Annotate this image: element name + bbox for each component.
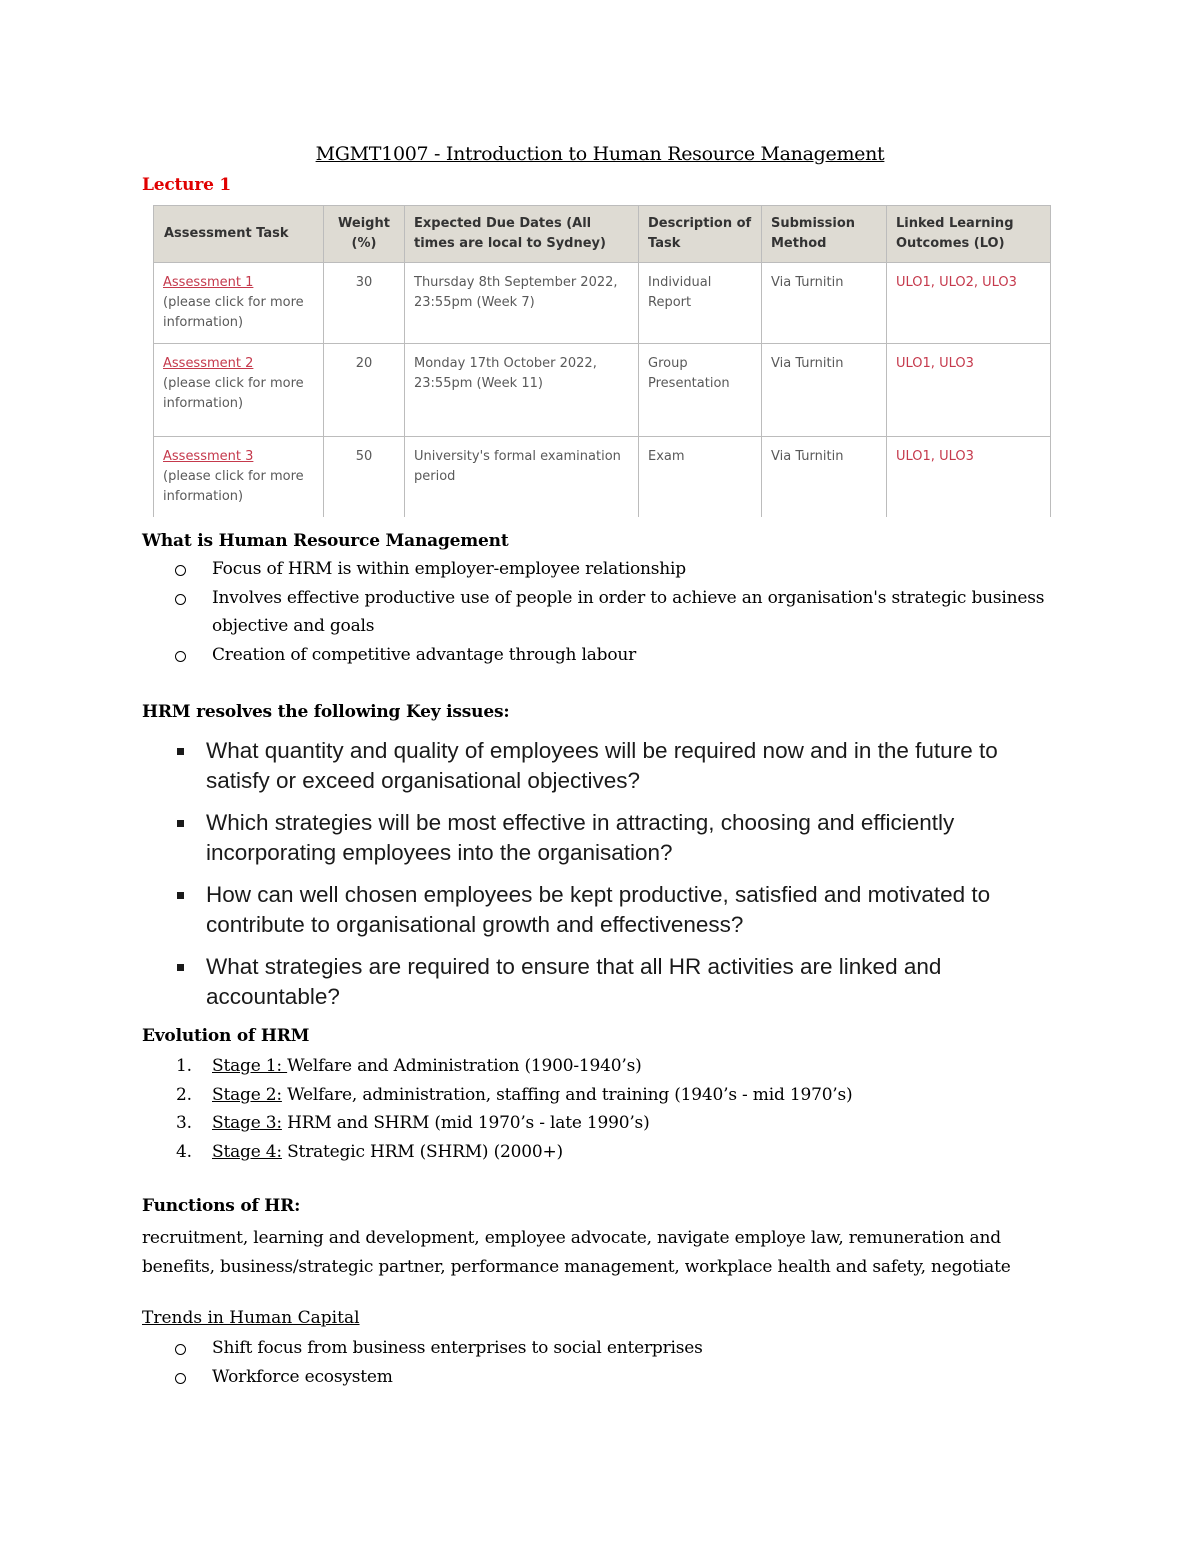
outcomes-cell: ULO1, ULO2, ULO3 <box>887 263 1051 344</box>
table-row <box>154 344 1051 437</box>
functions-heading: Functions of HR: <box>142 1196 301 1216</box>
circle-bullet-icon <box>175 651 186 662</box>
assessment-link[interactable]: Assessment 3 <box>163 449 254 464</box>
key-issues-list <box>174 736 1064 1024</box>
header-weight: Weight (%) <box>324 206 405 263</box>
list-item: Which strategies will be most effective in attracting, choosing and efficiently incorporating employees into the organisation? <box>174 808 1064 868</box>
circle-bullet-icon <box>175 594 186 605</box>
due-cell: Monday 17th October 2022, 23:55pm (Week 11) <box>405 344 639 437</box>
weight-cell: 30 <box>324 263 405 344</box>
task-cell <box>154 263 324 344</box>
evolution-heading: Evolution of HRM <box>142 1026 310 1046</box>
header-outcomes: Linked Learning Outcomes (LO) <box>887 206 1051 263</box>
outcomes-cell: ULO1, ULO3 <box>887 437 1051 518</box>
page-title: MGMT1007 - Introduction to Human Resource Management <box>315 143 885 165</box>
weight-cell: 20 <box>324 344 405 437</box>
what-is-hrm-list <box>142 555 1072 669</box>
what-is-hrm-heading: What is Human Resource Management <box>142 531 509 551</box>
square-bullet-icon <box>177 892 184 899</box>
task-note: (please click for more information) <box>163 376 304 411</box>
task-cell <box>154 344 324 437</box>
assessment-link[interactable]: Assessment 1 <box>163 275 254 290</box>
circle-bullet-icon <box>175 1373 186 1384</box>
list-item: Focus of HRM is within employer-employee relationship <box>142 555 1072 584</box>
circle-bullet-icon <box>175 1344 186 1355</box>
task-note: (please click for more information) <box>163 469 304 504</box>
submission-cell: Via Turnitin <box>762 263 887 344</box>
submission-cell: Via Turnitin <box>762 437 887 518</box>
table-row <box>154 437 1051 518</box>
list-item: Shift focus from business enterprises to social enterprises <box>142 1334 1072 1363</box>
list-item: Involves effective productive use of people in order to achieve an organisation's strategic business objective and goals <box>142 584 1072 641</box>
description-cell: Exam <box>639 437 762 518</box>
square-bullet-icon <box>177 748 184 755</box>
weight-cell: 50 <box>324 437 405 518</box>
square-bullet-icon <box>177 964 184 971</box>
assessment-link[interactable]: Assessment 2 <box>163 356 254 371</box>
list-item: 3. Stage 3: HRM and SHRM (mid 1970’s - late 1990’s) <box>176 1113 650 1133</box>
list-item: 4. Stage 4: Strategic HRM (SHRM) (2000+) <box>176 1141 563 1162</box>
square-bullet-icon <box>177 820 184 827</box>
header-assessment-task: Assessment Task <box>154 206 324 263</box>
due-cell: Thursday 8th September 2022, 23:55pm (Week 7) <box>405 263 639 344</box>
trends-list <box>142 1334 1072 1391</box>
description-cell: Individual Report <box>639 263 762 344</box>
task-cell <box>154 437 324 518</box>
table-header-row <box>154 206 1051 263</box>
list-item: 1. Stage 1: Welfare and Administration (1900-1940’s) <box>176 1056 642 1076</box>
outcomes-cell: ULO1, ULO3 <box>887 344 1051 437</box>
stage-label: Stage 3: <box>212 1113 282 1133</box>
lecture-label: Lecture 1 <box>142 175 232 195</box>
assessment-table <box>153 205 1051 517</box>
trends-heading: Trends in Human Capital <box>142 1308 360 1328</box>
table-row <box>154 263 1051 344</box>
stage-label: Stage 2: <box>212 1084 282 1105</box>
circle-bullet-icon <box>175 565 186 576</box>
header-description: Description of Task <box>639 206 762 263</box>
header-due-dates: Expected Due Dates (All times are local to Sydney) <box>405 206 639 263</box>
description-cell: Group Presentation <box>639 344 762 437</box>
submission-cell: Via Turnitin <box>762 344 887 437</box>
key-issues-heading: HRM resolves the following Key issues: <box>142 702 510 722</box>
list-item: 2. Stage 2: Welfare, administration, staffing and training (1940’s - mid 1970’s) <box>176 1084 853 1105</box>
list-item: Creation of competitive advantage through labour <box>142 641 1072 670</box>
functions-text: recruitment, learning and development, employee advocate, navigate employe law, remuneration and benefits, business/strategic partner, performance management, workplace health and safety, negotiate <box>142 1228 1011 1277</box>
list-item: How can well chosen employees be kept productive, satisfied and motivated to contribute to organisational growth and effectiveness? <box>174 880 1064 940</box>
stage-label: Stage 4: <box>212 1141 282 1162</box>
list-item: What quantity and quality of employees will be required now and in the future to satisfy or exceed organisational objectives? <box>174 736 1064 796</box>
list-item: What strategies are required to ensure that all HR activities are linked and accountable? <box>174 952 1064 1012</box>
list-item: Workforce ecosystem <box>142 1363 1072 1392</box>
evolution-list <box>142 1052 1042 1166</box>
stage-label: Stage 1: <box>212 1056 288 1076</box>
header-submission: Submission Method <box>762 206 887 263</box>
task-note: (please click for more information) <box>163 295 304 330</box>
due-cell: University's formal examination period <box>405 437 639 518</box>
